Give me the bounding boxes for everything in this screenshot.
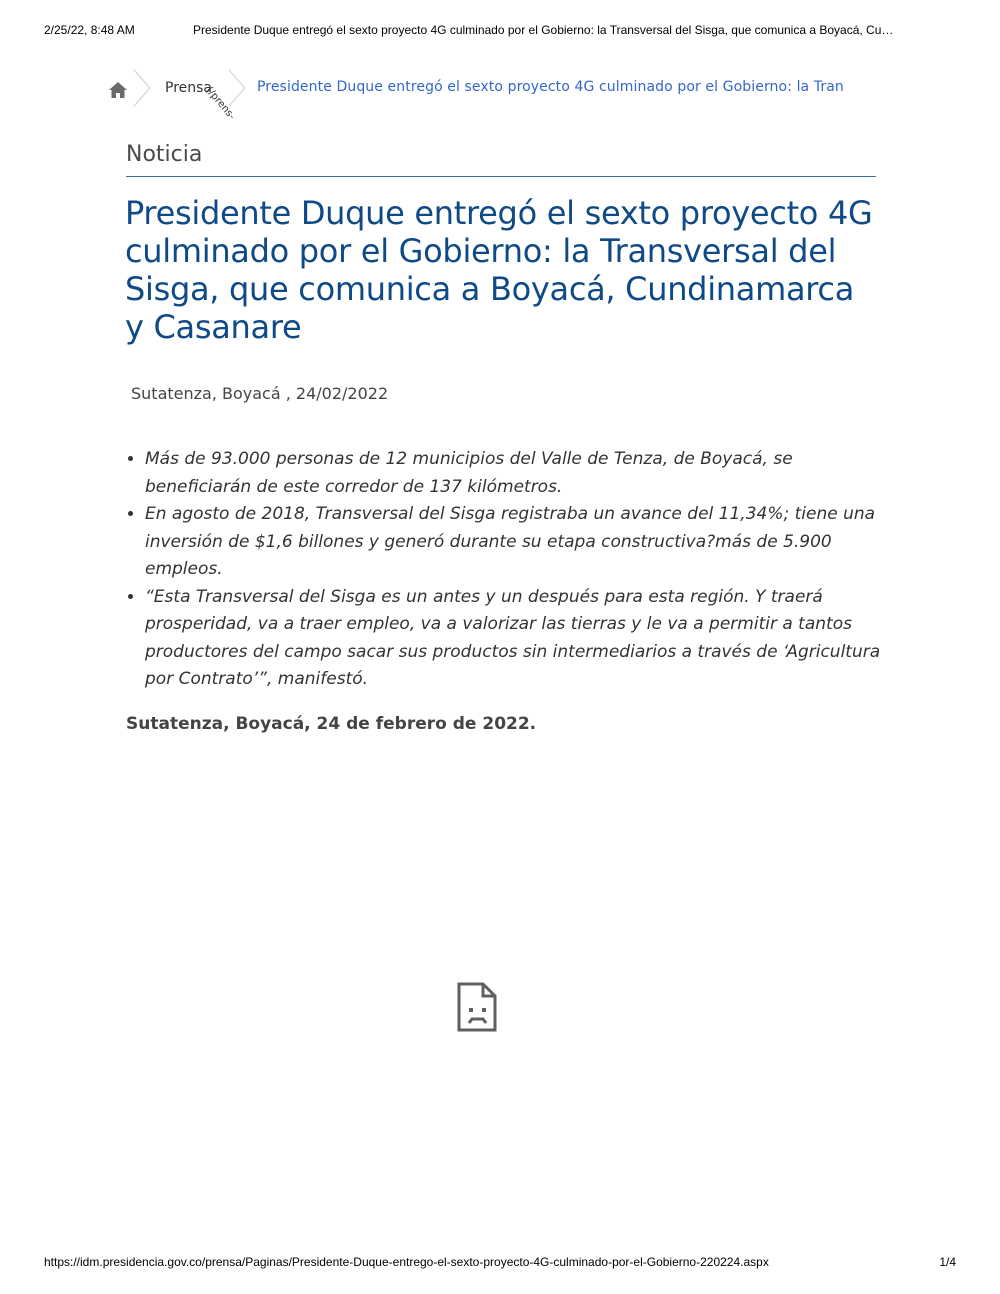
print-page-title: Presidente Duque entregó el sexto proyecto 4G culminado por el Gobierno: la Transversal del Sisga, que comunica a Boyacá, Cu… xyxy=(193,23,894,37)
breadcrumb-current-link[interactable]: Presidente Duque entregó el sexto proyecto 4G culminado por el Gobierno: la Tran xyxy=(257,79,844,95)
lead-dateline: Sutatenza, Boyacá, 24 de febrero de 2022. xyxy=(126,714,537,734)
article-title: Presidente Duque entregó el sexto proyecto 4G culminado por el Gobierno: la Transversal del Sisga, que comunica a Boyacá, Cundinamarca y Casanare xyxy=(125,194,873,346)
broken-image-icon xyxy=(456,981,498,1033)
section-divider xyxy=(126,176,876,177)
section-label: Noticia xyxy=(126,142,203,167)
print-page-number: 1/4 xyxy=(939,1255,956,1269)
breadcrumb-prensa-link[interactable]: Prensa xyxy=(165,80,213,96)
home-icon[interactable] xyxy=(108,80,128,100)
breadcrumb-slug-text: (/prens- xyxy=(203,85,237,122)
print-datetime: 2/25/22, 8:48 AM xyxy=(44,23,135,37)
highlights-list xyxy=(125,446,885,694)
list-item: • En agosto de 2018, Transversal del Sisga registraba un avance del 11,34%; tiene una inversión de $1,6 billones y generó durante su etapa constructiva?más de 5.900 empleos. xyxy=(145,501,885,584)
article-dateline: Sutatenza, Boyacá , 24/02/2022 xyxy=(131,384,389,403)
print-url: https://idm.presidencia.gov.co/prensa/Paginas/Presidente-Duque-entrego-el-sexto-proyecto-4G-culminado-por-el-Gobierno-220224.aspx xyxy=(44,1255,769,1269)
breadcrumb-separator-icon xyxy=(132,68,152,108)
print-footer xyxy=(0,1255,1000,1273)
breadcrumb xyxy=(106,68,896,122)
list-item: • “Esta Transversal del Sisga es un antes y un después para esta región. Y traerá prosperidad, va a traer empleo, va a valorizar las tierras y le va a permitir a tantos productores del campo sacar sus productos sin intermediarios a través de ‘Agricultura por Contrato’”, manifestó. xyxy=(145,584,885,694)
print-header xyxy=(0,23,1000,41)
breadcrumb-separator-icon xyxy=(227,68,247,108)
list-item: • Más de 93.000 personas de 12 municipios del Valle de Tenza, de Boyacá, se beneficiarán de este corredor de 137 kilómetros. xyxy=(145,446,885,501)
